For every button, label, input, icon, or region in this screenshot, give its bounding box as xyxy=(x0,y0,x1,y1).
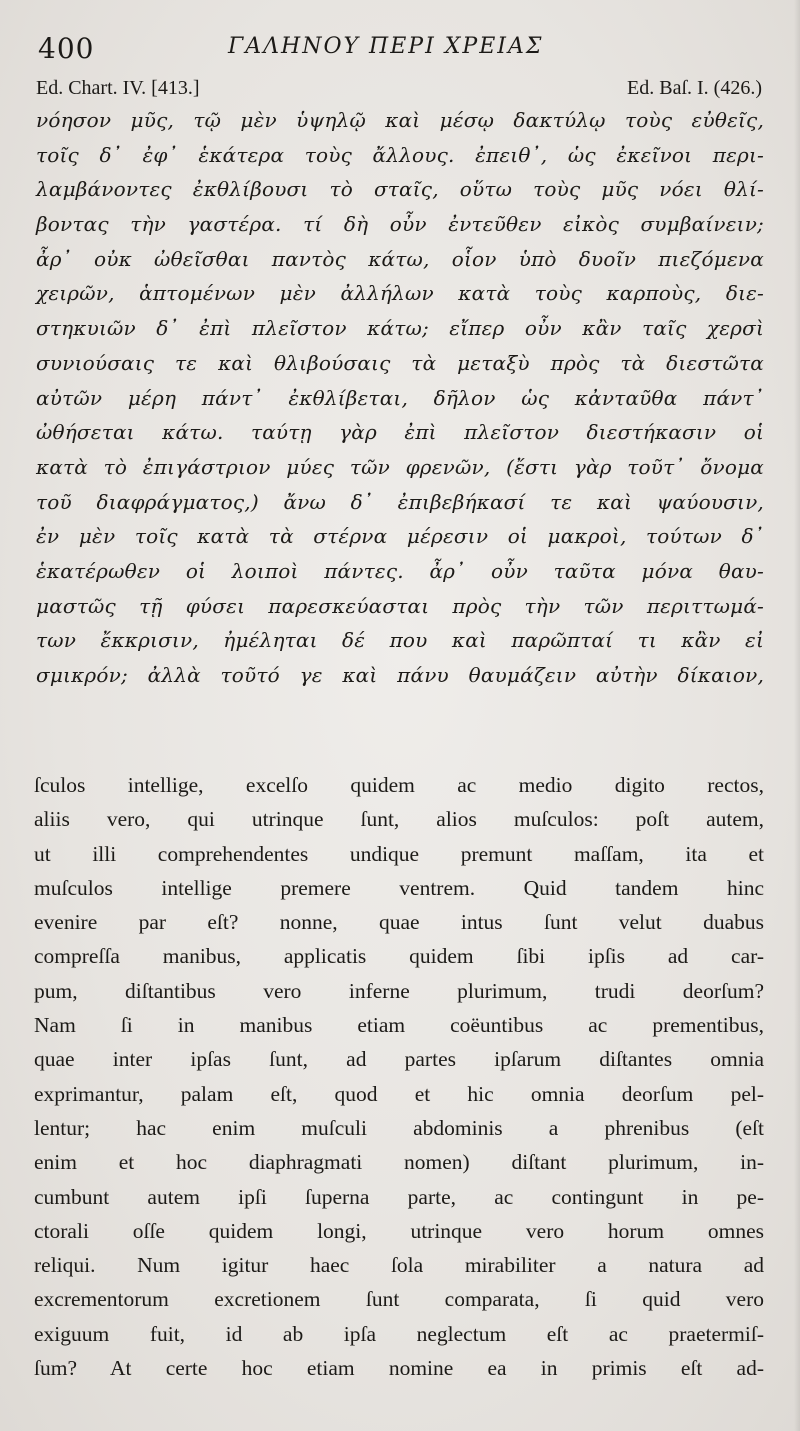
latin-line: excrementorum excretionem ſunt comparata, ſi quid vero xyxy=(34,1287,764,1312)
greek-line: συνιούσαις τε καὶ θλιβούσαις τὰ μεταξὺ πρὸς τὰ διεστῶτα xyxy=(36,350,764,375)
greek-line: τοῦ διαφράγματος,) ἄνω δ᾽ ἐπιβεβήκασί τε καὶ ψαύουσιν, xyxy=(36,489,764,514)
greek-line: μαστῶς τῇ φύσει παρεσκεύασται πρὸς τὴν τῶν περιττωμά- xyxy=(36,593,764,618)
latin-line: aliis vero, qui utrinque ſunt, alios muſculos: poſt autem, xyxy=(34,807,764,832)
greek-line: νόησον μῦς, τῷ μὲν ὑψηλῷ καὶ μέσῳ δακτύλῳ τοὺς εὐθεῖς, xyxy=(36,108,764,132)
greek-line: ἆρ᾽ οὐκ ὠθεῖσθαι παντὸς κάτω, οἷον ὑπὸ δυοῖν πιεζόμενα xyxy=(36,246,764,271)
latin-line: reliqui. Num igitur haec ſola mirabiliter a natura ad xyxy=(34,1253,764,1278)
latin-line: exprimantur, palam eſt, quod et hic omnia deorſum pel- xyxy=(34,1081,764,1106)
page-edge-shadow xyxy=(794,0,800,1431)
edition-reference-basel: Ed. Baſ. I. (426.) xyxy=(627,77,762,99)
greek-line: στηκυιῶν δ᾽ ἐπὶ πλεῖστον κάτω; εἴπερ οὖν κἂν ταῖς χερσὶ xyxy=(36,316,764,341)
edition-reference-chartier: Ed. Chart. IV. [413.] xyxy=(36,77,200,99)
latin-line: ſculos intellige, excelſo quidem ac medio digito rectos, xyxy=(34,773,764,797)
latin-line: lentur; hac enim muſculi abdominis a phrenibus (eſt xyxy=(34,1115,764,1140)
greek-line: τοῖς δ᾽ ἐφ᾽ ἑκάτερα τοὺς ἄλλους. ἐπειθ᾽, ὡς ἐκεῖνοι περι- xyxy=(36,142,764,167)
latin-line: ctorali oſſe quidem longi, utrinque vero horum omnes xyxy=(34,1218,764,1243)
greek-line: κατὰ τὸ ἐπιγάστριον μύες τῶν φρενῶν, (ἔστι γὰρ τοῦτ᾽ ὄνομα xyxy=(36,454,764,479)
page-number: 400 xyxy=(38,32,95,65)
latin-line: compreſſa manibus, applicatis quidem ſibi ipſis ad car- xyxy=(34,944,764,969)
latin-line: pum, diſtantibus vero inferne plurimum, trudi deorſum? xyxy=(34,978,764,1003)
greek-line: βοντας τὴν γαστέρα. τί δὴ οὖν ἐντεῦθεν εἰκὸς συμβαίνειν; xyxy=(36,212,764,237)
greek-line: ὠθήσεται κάτω. ταύτῃ γὰρ ἐπὶ πλεῖστον διεστήκασιν οἱ xyxy=(36,420,764,445)
latin-line: evenire par eſt? nonne, quae intus ſunt velut duabus xyxy=(34,910,764,935)
greek-line: λαμβάνοντες ἐκθλίβουσι τὸ σταῖς, οὕτω τοὺς μῦς νόει θλί- xyxy=(36,177,764,202)
greek-line: χειρῶν, ἁπτομένων μὲν ἀλλήλων κατὰ τοὺς καρποὺς, διε- xyxy=(36,281,764,306)
latin-line: ſum? At certe hoc etiam nomine ea in primis eſt ad- xyxy=(34,1356,764,1381)
greek-text xyxy=(36,103,764,693)
running-head xyxy=(38,28,760,68)
greek-line: ἐν μὲν τοῖς κατὰ τὰ στέρνα μέρεσιν οἱ μακροὶ, τούτων δ᾽ xyxy=(36,524,764,549)
greek-line: ἑκατέρωθεν οἱ λοιποὶ πάντες. ἆρ᾽ οὖν ταῦτα μόνα θαυ- xyxy=(36,558,764,583)
latin-line: enim et hoc diaphragmati nomen) diſtant plurimum, in- xyxy=(34,1150,764,1175)
latin-line: cumbunt autem ipſi ſuperna parte, ac contingunt in pe- xyxy=(34,1184,764,1209)
latin-text xyxy=(34,768,764,1385)
latin-line: Nam ſi in manibus etiam coëuntibus ac prementibus, xyxy=(34,1013,764,1038)
greek-line: αὐτῶν μέρη πάντ᾽ ἐκθλίβεται, δῆλον ὡς κἀνταῦθα πάντ᾽ xyxy=(36,385,764,410)
latin-line: ut illi comprehendentes undique premunt maſſam, ita et xyxy=(34,841,764,866)
latin-line: exiguum fuit, id ab ipſa neglectum eſt ac praetermiſ- xyxy=(34,1321,764,1346)
greek-line: των ἔκκρισιν, ἠμέληται δέ που καὶ παρῶπταί τι κἂν εἰ xyxy=(36,628,764,653)
page-title: ΓΑΛΗΝΟΥ ΠΕΡΙ ΧΡΕΙΑΣ xyxy=(228,34,544,59)
latin-line: quae inter ipſas ſunt, ad partes ipſarum diſtantes omnia xyxy=(34,1047,764,1072)
latin-line: muſculos intellige premere ventrem. Quid tandem hinc xyxy=(34,875,764,900)
greek-line: σμικρόν; ἀλλὰ τοῦτό γε καὶ πάνυ θαυμάζειν αὐτὴν δίκαιον, xyxy=(36,663,764,687)
